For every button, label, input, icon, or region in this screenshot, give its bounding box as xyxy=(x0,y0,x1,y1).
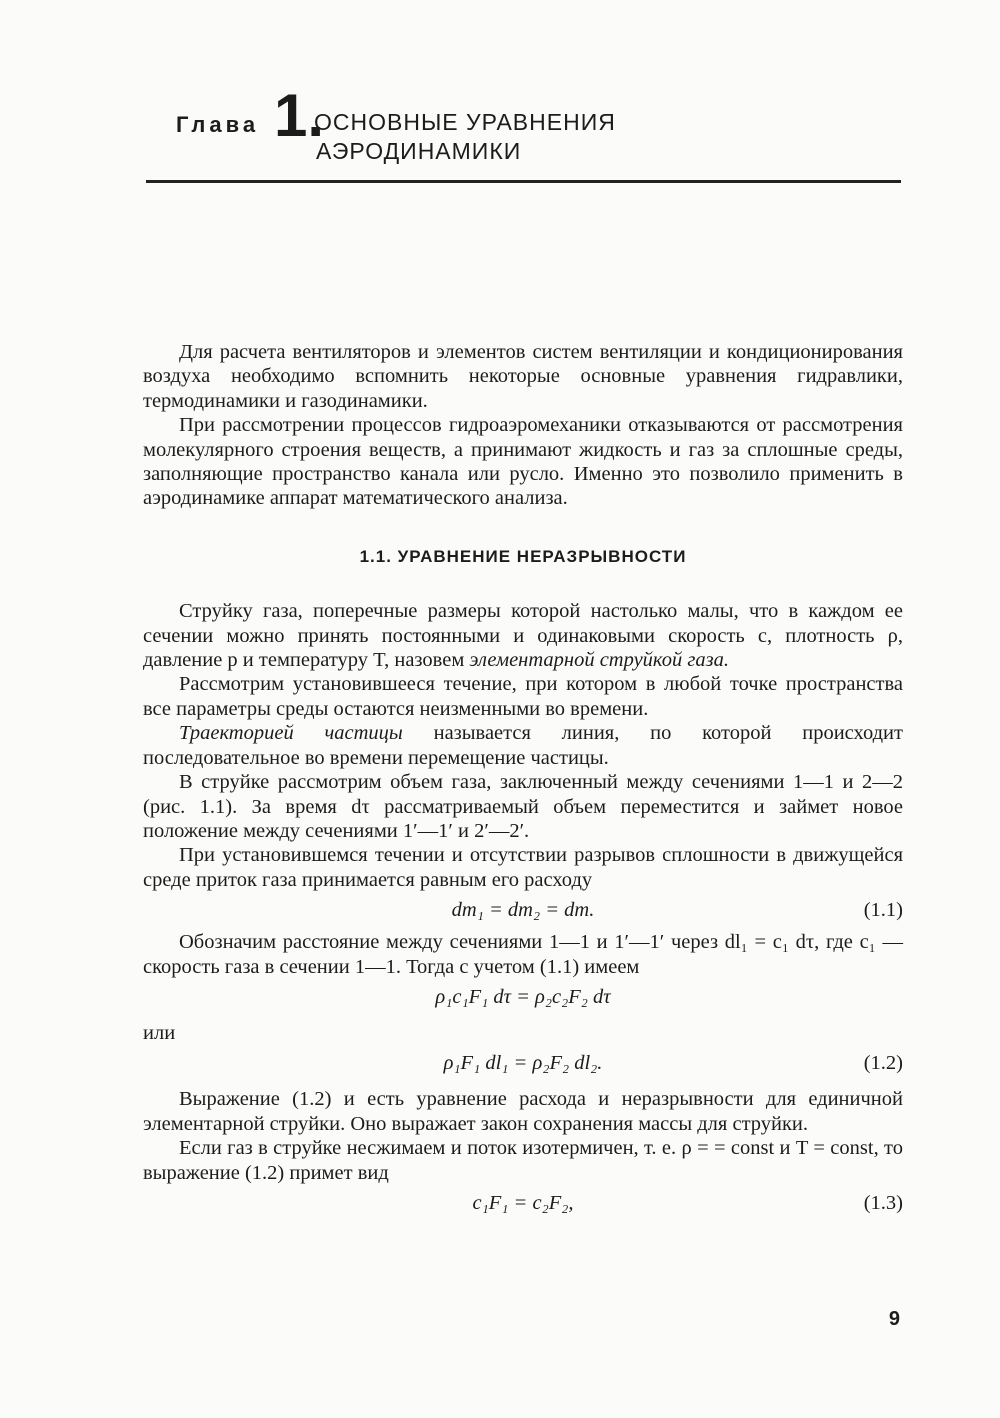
equation-intermediate xyxy=(143,983,903,1017)
equation-1-2-expression: ρ₁F₁ dl₁ = ρ₂F₂ dl₂. xyxy=(443,1052,603,1075)
chapter-title xyxy=(314,108,616,166)
equation-1-3-expression: c₁F₁ = c₂F₂, xyxy=(472,1191,574,1214)
chapter-title-line1: ОСНОВНЫЕ УРАВНЕНИЯ xyxy=(314,109,616,135)
body-text xyxy=(143,340,903,1223)
equation-intermediate-expression: ρ₁c₁F₁ dτ = ρ₂c₂F₂ dτ xyxy=(435,985,611,1008)
equation-1-2-number: (1.2) xyxy=(863,1052,903,1075)
chapter-heading xyxy=(176,82,896,176)
intro-paragraph-2: При рассмотрении процессов гидроаэромеханики отказываются от рассмотрения молекулярного строения веществ, а принимают жидкость и газ за сплошные среды, заполняющие пространство канала или русло. Именно это позволило применить в аэродинамике аппарат математического анализа. xyxy=(143,414,903,510)
chapter-number: 1. xyxy=(274,82,325,149)
paragraph-7: Выражение (1.2) и есть уравнение расхода и неразрывности для единичной элементарной струйки. Оно выражает закон сохранения массы для струйки. xyxy=(143,1088,903,1135)
paragraph-8: Если газ в струйке несжимаем и поток изотермичен, т. е. ρ = = const и T = const, то выражение (1.2) примет вид xyxy=(143,1137,903,1184)
paragraph-3-text: называется линия, по которой происходит последовательное во времени перемещение частицы. xyxy=(143,722,903,769)
section-title: 1.1. УРАВНЕНИЕ НЕРАЗРЫВНОСТИ xyxy=(359,546,687,566)
chapter-rule xyxy=(146,180,901,183)
equation-1-1-number: (1.1) xyxy=(863,899,903,922)
page-number: 9 xyxy=(888,1308,900,1330)
paragraph-5: При установившемся течении и отсутствии разрывов сплошности в движущейся среде приток газа принимается равным его расходу xyxy=(143,844,903,891)
equation-1-2 xyxy=(143,1049,903,1083)
paragraph-2: Рассмотрим установившееся течение, при котором в любой точке пространства все параметры среды остаются неизменными во времени. xyxy=(143,673,903,720)
equation-1-3 xyxy=(143,1189,903,1219)
chapter-word: Глава xyxy=(176,112,260,137)
paragraph-3-italic: Траекторией частицы xyxy=(179,722,403,745)
paragraph-6: Обозначим расстояние между сечениями 1—1 и 1′—1′ через dl₁ = c₁ dτ, где c₁ — скорость газа в сечении 1—1. Тогда с учетом (1.1) имеем xyxy=(143,931,903,978)
chapter-title-line2: АЭРОДИНАМИКИ xyxy=(316,138,522,164)
paragraph-1-italic: элементарной струйкой газа. xyxy=(469,649,729,672)
paragraph-3 xyxy=(143,721,903,770)
intro-paragraph-1: Для расчета вентиляторов и элементов систем вентиляции и кондиционирования воздуха необходимо вспомнить некоторые основные уравнения гидравлики, термодинамики и газодинамики. xyxy=(143,341,903,412)
paragraph-1 xyxy=(143,599,903,672)
or-word: или xyxy=(143,1021,176,1044)
paragraph-1-text: Струйку газа, поперечные размеры которой настолько малы, что в каждом ее сечении можно принять постоянными и одинаковыми скорость c, плотность ρ, давление p и температуру T, назовем xyxy=(143,600,903,672)
equation-1-1 xyxy=(143,896,903,926)
paragraph-4: В струйке рассмотрим объем газа, заключенный между сечениями 1—1 и 2—2 (рис. 1.1). За время dτ рассматриваемый объем переместится и займет новое положение между сечениями 1′—1′ и 2′—2′. xyxy=(143,771,903,842)
equation-1-3-number: (1.3) xyxy=(863,1191,903,1214)
equation-1-1-expression: dm₁ = dm₂ = dm. xyxy=(451,899,595,922)
